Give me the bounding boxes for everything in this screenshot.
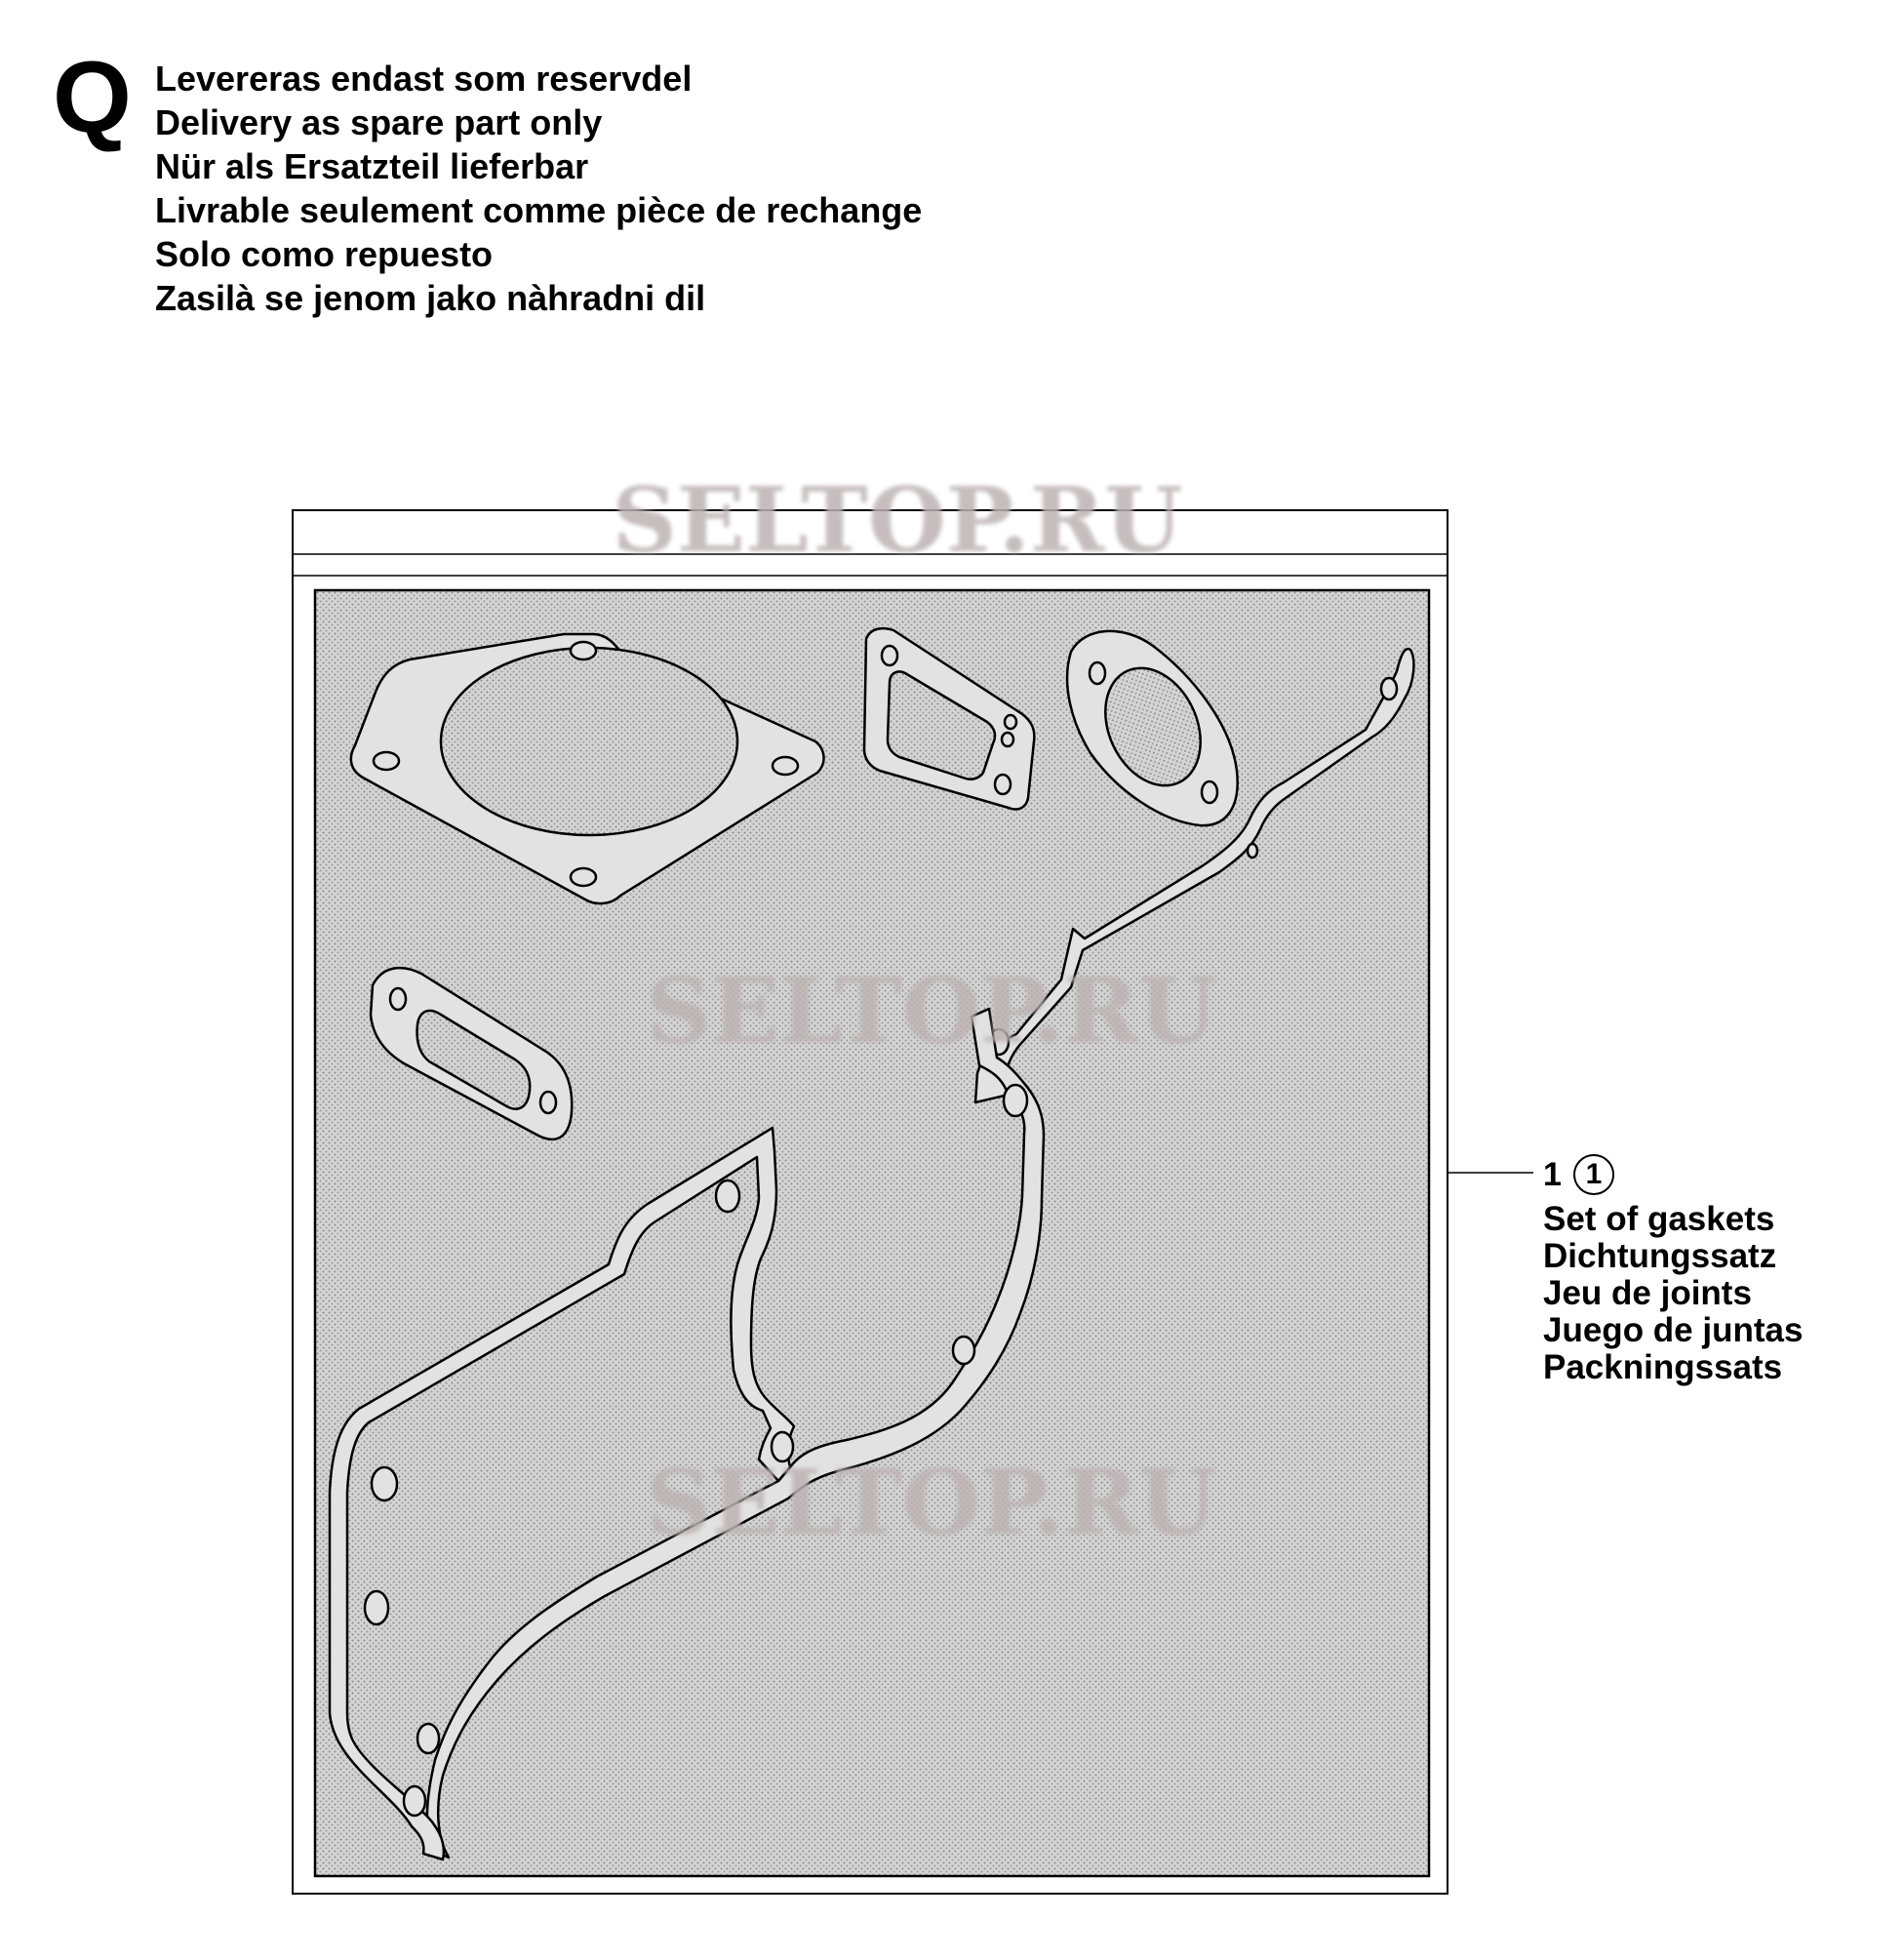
note-line: Nür als Ersatzteil lieferbar <box>155 146 589 186</box>
note-line: Levereras endast som reservdel <box>155 59 693 99</box>
item-number: 1 <box>1543 1156 1562 1193</box>
part-description <box>1543 1201 1803 1386</box>
part-callout <box>1543 1154 1803 1386</box>
part-label: Packningssats <box>1543 1348 1783 1386</box>
part-label: Jeu de joints <box>1543 1274 1752 1312</box>
watermark-text: SELTOP.RU <box>646 1450 1217 1555</box>
watermark-text: SELTOP.RU <box>612 467 1183 573</box>
spare-part-symbol: Q <box>53 41 132 154</box>
reference-circle: 1 <box>1573 1154 1614 1195</box>
note-line: Livrable seulement comme pièce de rechange <box>155 190 923 230</box>
note-line: Solo como repuesto <box>155 234 494 274</box>
callout-reference <box>1543 1154 1803 1195</box>
part-label: Juego de juntas <box>1543 1311 1804 1349</box>
note-line: Zasilà se jenom jako nàhradni dil <box>155 278 706 318</box>
watermark-text: SELTOP.RU <box>646 958 1217 1063</box>
part-label: Dichtungssatz <box>1543 1237 1777 1275</box>
part-label: Set of gaskets <box>1543 1200 1775 1238</box>
note-line: Delivery as spare part only <box>155 102 603 142</box>
